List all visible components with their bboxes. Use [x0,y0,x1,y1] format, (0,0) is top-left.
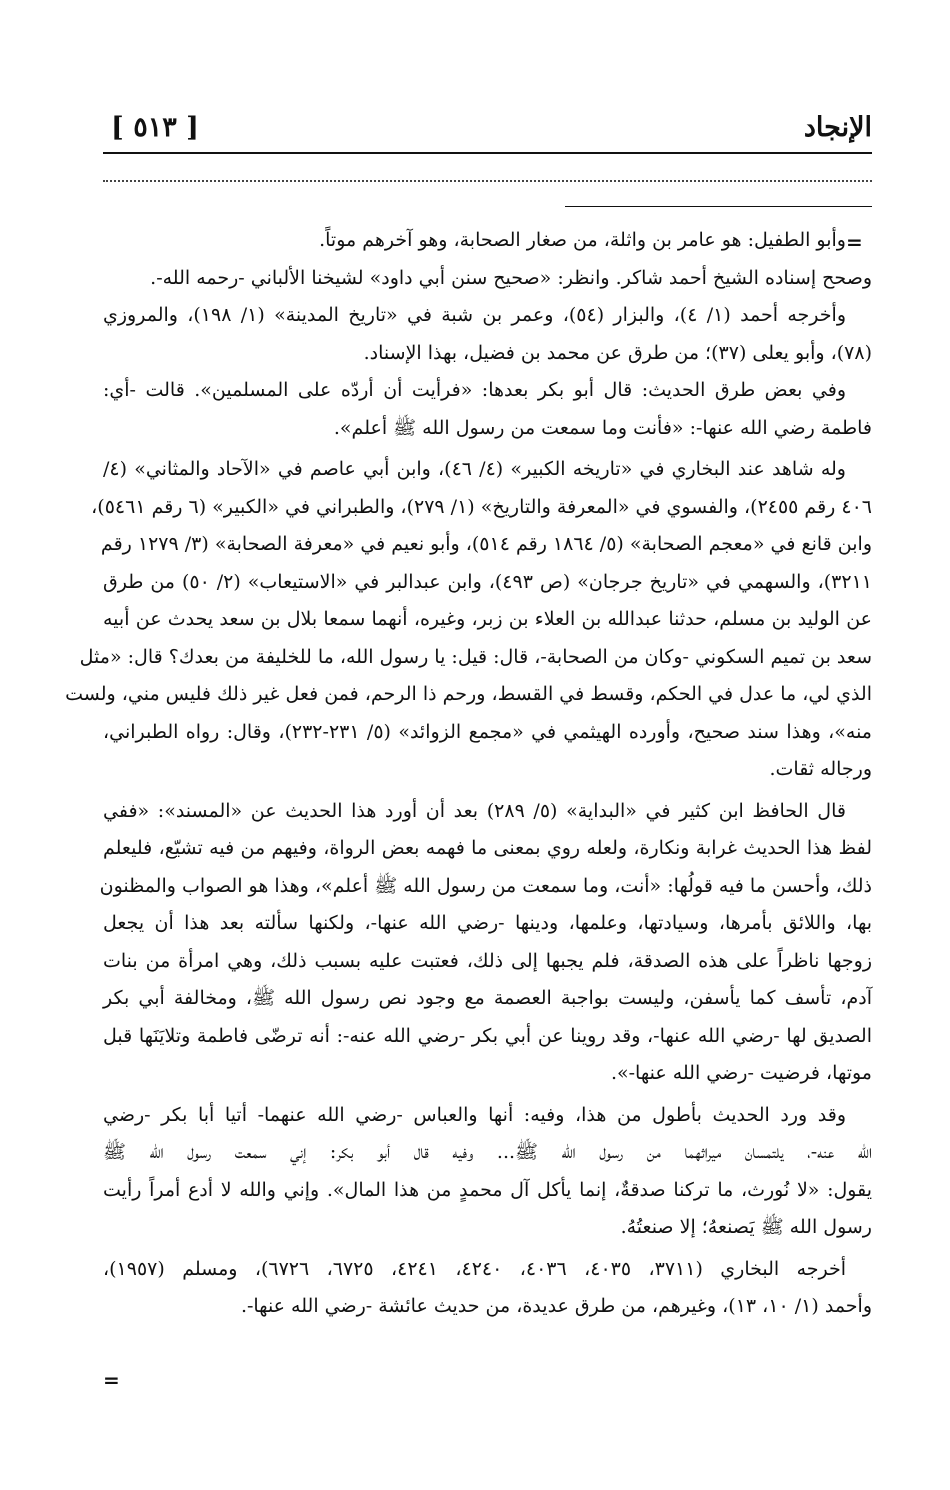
text-line: وأخرجه أحمد (١/ ٤)، والبزار (٥٤)، وعمر بن شبة في «تاريخ المدينة» (١/ ١٩٨)، والمروزي [103,304,846,326]
continuation-marker-bottom: = [103,1368,120,1392]
text-line: عن الوليد بن مسلم، حدثنا عبدالله بن العلاء بن زبر، وغيره، أنهما سمعا بلال بن سعد يحدث عن أبيه [103,608,872,630]
text-line: الذي لي، ما عدل في الحكم، وقسط في القسط، ورحم ذا الرحم، فمن فعل غير ذلك فليس مني، ولست [65,683,872,705]
dotted-separator [103,180,872,182]
text-line: الصديق لها -رضي الله عنها-، وقد روينا عن أبي بكر -رضي الله عنه-: أنه ترضّى فاطمة وتلايَنَها قبل [103,1024,872,1047]
text-line: فاطمة رضي الله عنها-: «فأنت وما سمعت من رسول الله ﷺ أعلم». [333,416,872,439]
text-line: وصحح إسناده الشيخ أحمد شاكر. وانظر: «صحيح سنن أبي داود» لشيخنا الألباني -رحمه الله-. [150,266,872,289]
text-line: وفي بعض طرق الحديث: قال أبو بكر بعدها: «فرأيت أن أردّه على المسلمين». قالت -أي: [103,379,846,401]
text-line: وأبو الطفيل: هو عامر بن واثلة، من صغار الصحابة، وهو آخرهم موتاً. [319,229,846,251]
text-line: ٣٢١١)، والسهمي في «تاريخ جرجان» (ص ٤٩٣)، وابن عبدالبر في «الاستيعاب» (٢/ ٥٠) من طرق [103,570,872,593]
footnote-rule [565,206,872,207]
text-line: ذلك، وأحسن ما فيه قولُها: «أنت، وما سمعت من رسول الله ﷺ أعلم»، وهذا هو الصواب والمظنون [99,874,872,897]
text-line: موتها، فرضيت -رضي الله عنها-». [610,1062,872,1084]
book-title: الإنجاد [803,112,872,143]
page-number: [ ٥١٣ ] [111,112,199,143]
text-line: قال الحافظ ابن كثير في «البداية» (٥/ ٢٨٩) بعد أن أورد هذا الحديث عن «المسند»: «ففي [103,799,846,822]
text-line: وابن قانع في «معجم الصحابة» (٥/ ١٨٦٤ رقم ٥١٤)، وأبو نعيم في «معرفة الصحابة» (٣/ ١٢٧٩ رقم [100,533,872,555]
text-line: ٤٠٦ رقم ٢٤٥٥)، والفسوي في «المعرفة والتاريخ» (١/ ٢٧٩)، والطبراني في «الكبير» (٦ رقم ٥٤٦١)، [91,495,872,518]
running-header [103,110,872,154]
text-line: وقد ورد الحديث بأطول من هذا، وفيه: أنها والعباس -رضي الله عنهما- أتيا أبا بكر -رضي [103,1103,846,1126]
text-line: (٧٨)، وأبو يعلى (٣٧)؛ من طرق عن محمد بن فضيل، بهذا الإسناد. [363,341,872,364]
text-line: بها، واللائق بأمرها، وسيادتها، وعلمها، ودينها -رضي الله عنها-، ولكنها سألته بعد هذا أن يجعل [103,912,872,934]
text-line: أخرجه البخاري (٣٧١١، ٤٠٣٥، ٤٠٣٦، ٤٢٤٠، ٤٢٤١، ٦٧٢٥، ٦٧٢٦)، ومسلم (١٩٥٧)، [103,1257,847,1280]
text-line: سعد بن تميم السكوني -وكان من الصحابة-، قال: قيل: يا رسول الله، ما للخليفة من بعدك؟ قال: «مثل [79,645,872,668]
text-line: يقول: «لا نُورث، ما تركنا صدقةٌ، إنما يأكل آل محمدٍ من هذا المال». وإني والله لا أدع أمراً رأيت [103,1178,872,1201]
text-line: رسول الله ﷺ يَصنعهُ؛ إلا صنعتُهُ. [620,1216,872,1238]
text-line: ورجاله ثقات. [769,758,872,780]
continuation-marker-top: = [846,230,863,254]
text-line: آدم، تأسف كما يأسفن، وليست بواجبة العصمة مع وجود نص رسول الله ﷺ، ومخالفة أبي بكر [103,987,872,1009]
footnote-text [65,222,872,1326]
header-rule [103,152,872,154]
text-line: الله عنه-، يلتمسان ميراثهما من رسول الله ﷺ... وفيه قال أبو بكر: إني سمعت رسول الله ﷺ [103,1141,872,1163]
text-line: لفظ هذا الحديث غرابة ونكارة، ولعله روي بمعنى ما فهمه بعض الرواة، وفيهم من فيه تشيّع، فليعلم [103,837,872,859]
text-line: وله شاهد عند البخاري في «تاريخه الكبير» (٤/ ٤٦)، وابن أبي عاصم في «الآحاد والمثاني» (٤/ [103,458,846,480]
text-line: منه»، وهذا سند صحيح، وأورده الهيثمي في «مجمع الزوائد» (٥/ ٢٣١-٢٣٢)، وقال: رواه الطبراني، [103,720,872,743]
text-line: وأحمد (١/ ١٠، ١٣)، وغيرهم، من طرق عديدة، من حديث عائشة -رضي الله عنها-. [240,1295,872,1317]
text-line: زوجها ناظراً على هذه الصدقة، فلم يجبها إلى ذلك، فعتبت عليه بسبب ذلك، وهي امرأة من بنات [103,949,872,972]
